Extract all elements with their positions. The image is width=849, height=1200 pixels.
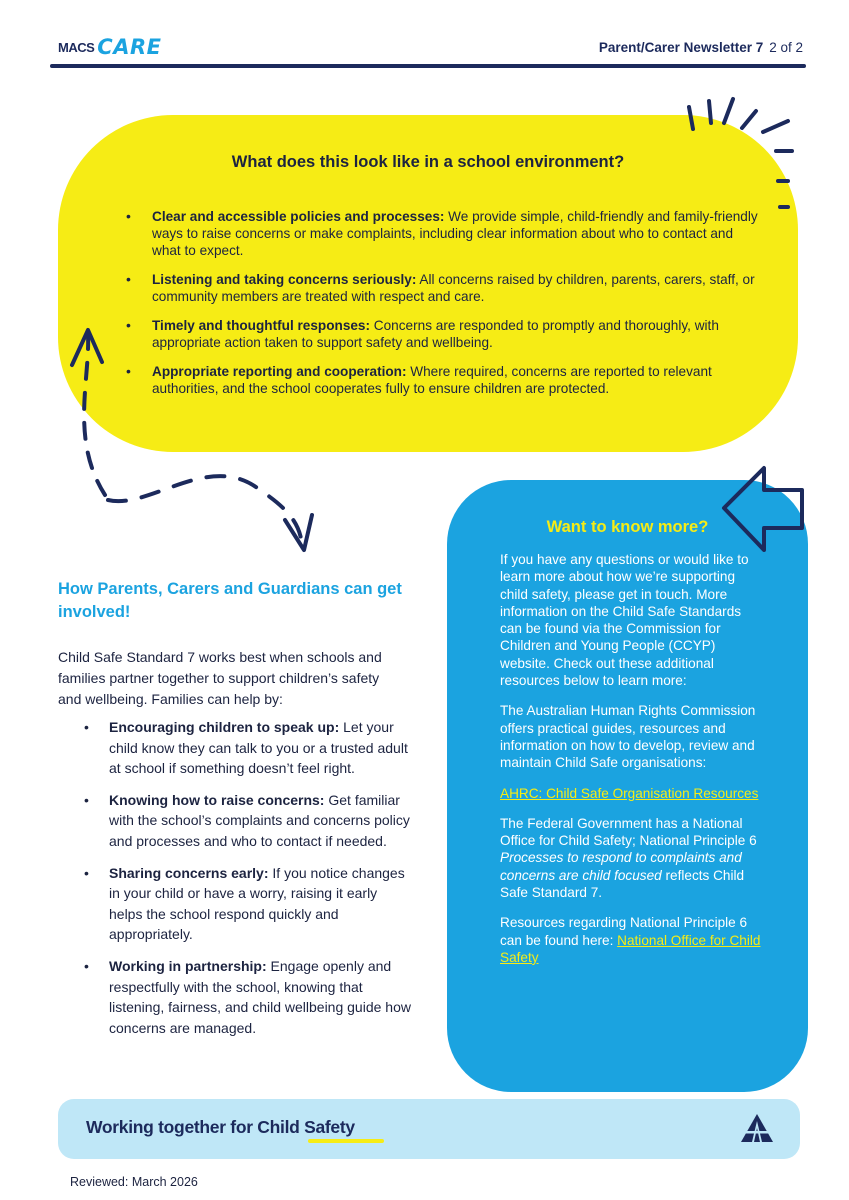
get-involved-intro: Child Safe Standard 7 works best when schools and families partner together to support children’s safety and wellbeing. Families can help by:	[58, 649, 382, 707]
list-item	[84, 717, 414, 779]
tagline-underline	[308, 1139, 384, 1143]
list-item-text: Concerns are responded to promptly and thoroughly, with appropriate action taken to support safety and wellbeing.	[152, 318, 719, 350]
footer-tagline: Working together for Child Safety	[86, 1117, 355, 1137]
list-item-text: All concerns raised by children, parents, carers, staff, or community members are treated with respect and care.	[152, 272, 755, 304]
list-item	[124, 317, 764, 351]
list-item-heading: Knowing how to raise concerns:	[109, 791, 325, 808]
principle-6-title: Processes to respond to complaints and concerns are child focused	[500, 850, 742, 883]
macs-care-logo	[58, 32, 161, 62]
list-item	[84, 790, 414, 852]
list-item	[84, 863, 414, 945]
school-environment-list	[124, 208, 764, 409]
newsletter-title: Parent/Carer Newsletter 7	[598, 40, 764, 55]
know-more-body	[500, 551, 762, 979]
get-involved-list	[84, 717, 414, 1049]
list-item-text: We provide simple, child-friendly and family-friendly ways to raise concerns or make complaints, including clear information about who to contact and what to expect.	[152, 209, 758, 258]
list-item-heading: Encouraging children to speak up:	[109, 719, 340, 735]
know-more-intro: If you have any questions or would like to learn more about how we’re supporting child safety, please get in touch. More information on the Child Safe Standards can be found via the Commission for Children and Young People (CCYP) website. Check out these additional resources below to learn more:	[500, 552, 749, 689]
list-item	[124, 208, 764, 259]
list-item	[124, 363, 764, 397]
get-involved-title: How Parents, Carers and Guardians can get involved!	[58, 580, 402, 621]
federal-text-end: reflects Child Safe Standard 7.	[500, 867, 745, 901]
newsletter-header	[599, 40, 803, 55]
list-item	[84, 956, 414, 1038]
header-divider	[50, 64, 806, 68]
resources-paragraph	[500, 914, 762, 966]
federal-text: The Federal Government has a National Office for Child Safety; National Principle 6	[500, 815, 757, 849]
list-item-text: If you notice changes in your child or have a worry, raising it early helps the school respond quickly and appropriately.	[109, 864, 405, 943]
logo-macs-text: MACS	[58, 39, 95, 55]
logo-care-text: CARE	[97, 35, 162, 59]
arrow-left-icon	[718, 462, 808, 554]
list-item-heading: Listening and taking concerns seriously:	[152, 272, 417, 287]
federal-paragraph	[500, 815, 762, 901]
national-office-link[interactable]: National Office for Child Safety	[500, 932, 761, 965]
list-item-text: Where required, concerns are reported to relevant authorities, and the school cooperates fully to ensure children are protected.	[152, 364, 712, 396]
list-item	[124, 271, 764, 305]
list-item-heading: Appropriate reporting and cooperation:	[152, 364, 407, 379]
list-item-text: Get familiar with the school’s complaints and concerns policy and processes and who to contact if needed.	[109, 791, 410, 849]
know-more-title: Want to know more?	[546, 518, 709, 536]
reviewed-date: Reviewed: March 2026	[70, 1175, 198, 1189]
list-item-heading: Clear and accessible policies and processes:	[152, 209, 445, 224]
ahrc-resources-link[interactable]: AHRC: Child Safe Organisation Resources	[500, 785, 759, 801]
school-environment-title: What does this look like in a school environment?	[231, 153, 625, 171]
list-item-heading: Working in partnership:	[109, 957, 267, 974]
resources-text: Resources regarding National Principle 6 can be found here:	[500, 915, 748, 948]
macs-emblem-icon	[740, 1113, 774, 1143]
list-item-heading: Sharing concerns early:	[109, 864, 269, 881]
ahrc-paragraph: The Australian Human Rights Commission offers practical guides, resources and information on how to develop, review and maintain Child Safe organisations:	[500, 703, 756, 771]
page-number: 2 of 2	[769, 40, 803, 55]
list-item-heading: Timely and thoughtful responses:	[152, 318, 371, 333]
list-item-text: Let your child know they can talk to you or a trusted adult at school if something doesn’t feel right.	[109, 719, 408, 777]
list-item-text: Engage openly and respectfully with the school, knowing that listening, fairness, and child wellbeing guide how concerns are managed.	[109, 957, 411, 1036]
